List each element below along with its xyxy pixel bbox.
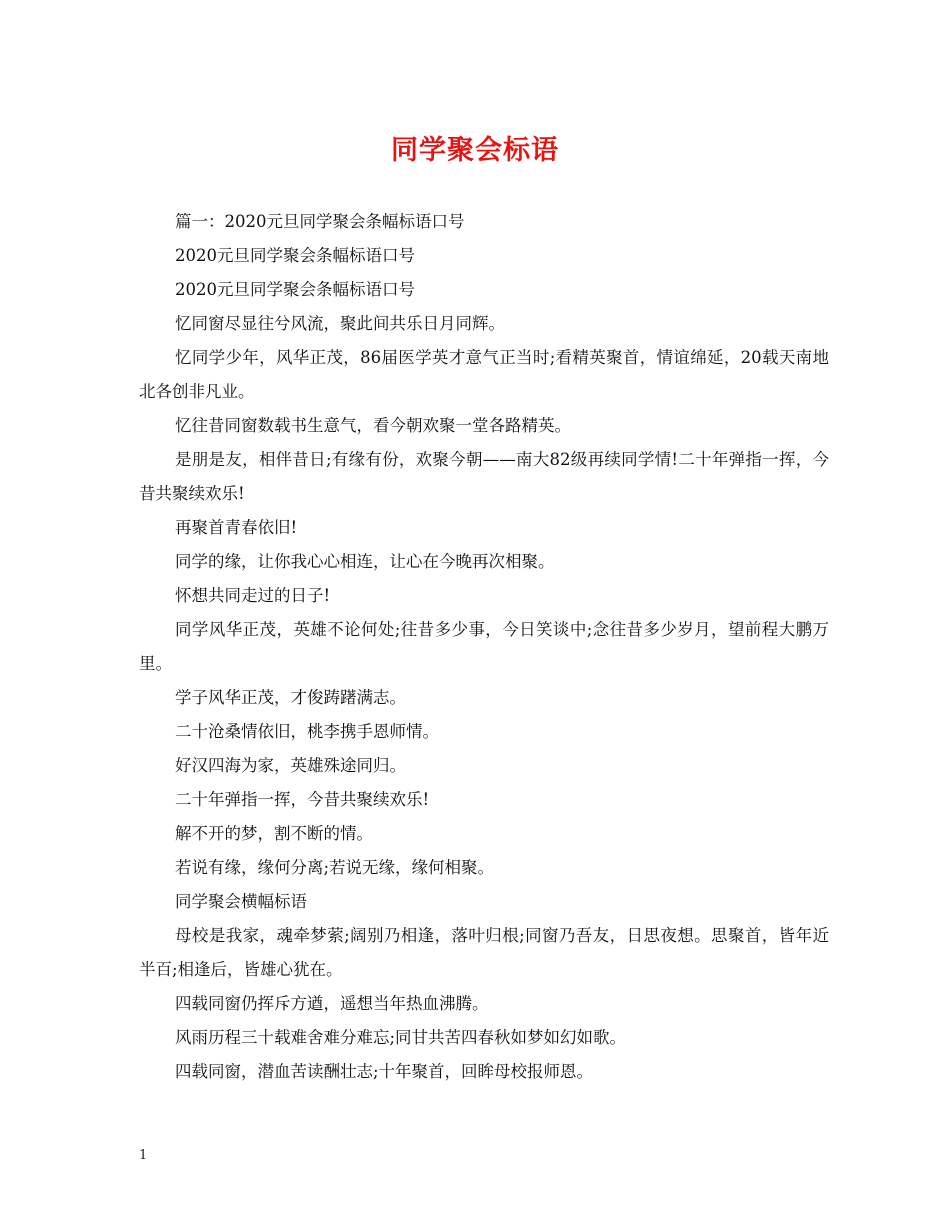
paragraph: 2020元旦同学聚会条幅标语口号: [175, 246, 415, 265]
paragraph: 忆同学少年，风华正茂，86届医学英才意气正当时;看精英聚首，情谊绵延，20载天南地北各创非凡业。: [139, 348, 829, 401]
document-title: 同学聚会标语: [391, 135, 559, 166]
paragraph: 怀想共同走过的日子!: [175, 586, 331, 605]
paragraph: 同学聚会横幅标语: [175, 892, 307, 911]
paragraph: 2020元旦同学聚会条幅标语口号: [175, 280, 415, 299]
paragraph: 篇一：2020元旦同学聚会条幅标语口号: [175, 212, 465, 231]
paragraph: 风雨历程三十载难舍难分难忘;同甘共苦四春秋如梦如幻如歌。: [175, 1028, 627, 1047]
paragraph: 四载同窗仍挥斥方遒，遥想当年热血沸腾。: [175, 994, 489, 1013]
document-body: [139, 205, 829, 1089]
paragraph: 母校是我家，魂牵梦萦;阔别乃相逢，落叶归根;同窗乃吾友，日思夜想。思聚首，皆年近半百;相逢后，皆雄心犹在。: [139, 926, 829, 979]
paragraph: 同学风华正茂，英雄不论何处;往昔多少事，今日笑谈中;念往昔多少岁月，望前程大鹏万里。: [139, 620, 829, 673]
page-number: 1: [139, 1148, 148, 1163]
paragraph: 是朋是友，相伴昔日;有缘有份，欢聚今朝——南大82级再续同学情!二十年弹指一挥，今昔共聚续欢乐!: [139, 450, 829, 503]
paragraph: 二十年弹指一挥，今昔共聚续欢乐!: [175, 790, 430, 809]
paragraph: 忆同窗尽显往兮风流，聚此间共乐日月同辉。: [175, 314, 505, 333]
paragraph: 同学的缘，让你我心心相连，让心在今晚再次相聚。: [175, 552, 555, 571]
paragraph: 好汉四海为家，英雄殊途同归。: [175, 756, 406, 775]
paragraph: 解不开的梦，割不断的情。: [175, 824, 373, 843]
paragraph: 忆往昔同窗数载书生意气，看今朝欢聚一堂各路精英。: [175, 416, 571, 435]
paragraph: 二十沧桑情依旧，桃李携手恩师情。: [175, 722, 439, 741]
paragraph: 若说有缘，缘何分离;若说无缘，缘何相聚。: [175, 858, 495, 877]
paragraph: 再聚首青春依旧!: [175, 518, 298, 537]
paragraph: 四载同窗，潜血苦读酬壮志;十年聚首，回眸母校报师恩。: [175, 1062, 594, 1081]
paragraph: 学子风华正茂，才俊踌躇满志。: [175, 688, 406, 707]
